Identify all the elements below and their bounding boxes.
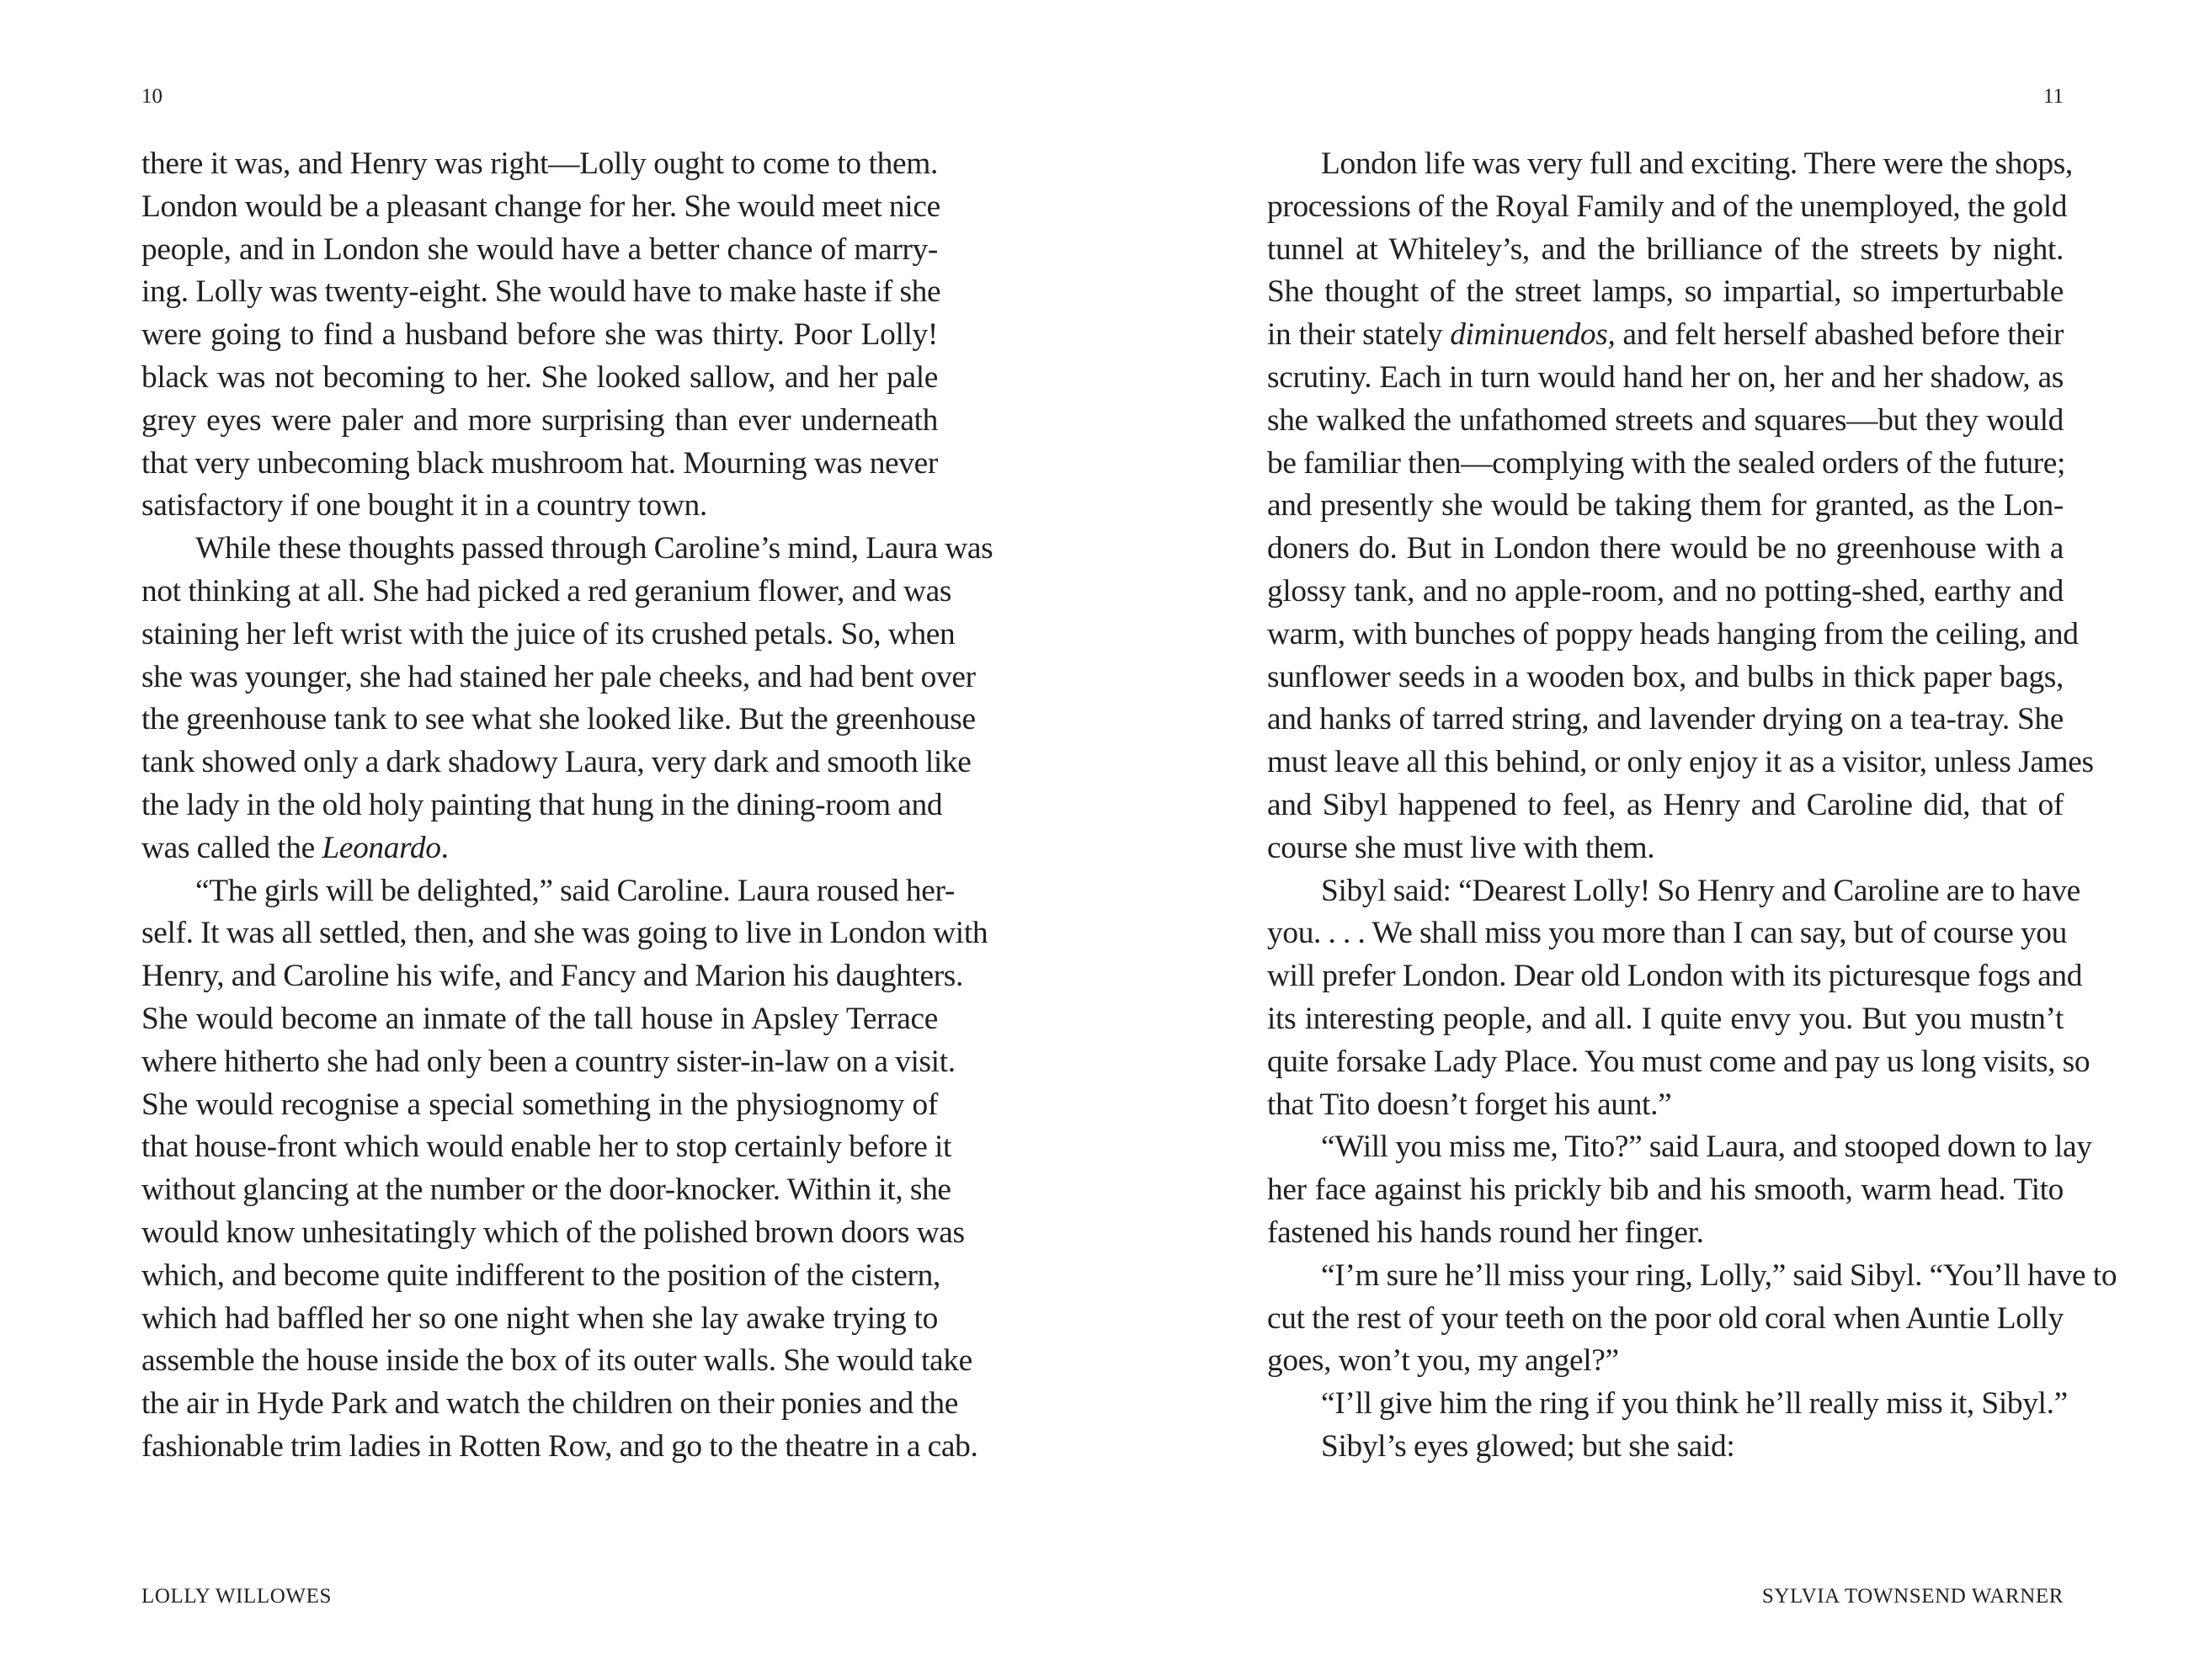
running-head-book-title: LOLLY WILLOWES bbox=[141, 1585, 332, 1608]
paragraph bbox=[1267, 1126, 2092, 1254]
paragraph bbox=[1267, 1426, 2064, 1469]
text-line: Henry, and Caroline his wife, and Fancy and Marion his daughters. bbox=[141, 959, 964, 994]
text-line: that very unbecoming black mushroom hat. Mourning was never bbox=[141, 445, 938, 481]
text-line: processions of the Royal Family and of the unemployed, the gold bbox=[1267, 189, 2068, 224]
text-line: and presently she would be taking them for granted, as the Lon- bbox=[1267, 488, 2064, 524]
text-line: which had baffled her so one night when she lay awake trying to bbox=[141, 1300, 938, 1336]
text-line: “Will you miss me, Tito?” said Laura, and stooped down to lay bbox=[1321, 1130, 2092, 1165]
text-line: “I’ll give him the ring if you think he’ll really miss it, Sibyl.” bbox=[1321, 1386, 2068, 1422]
text-line: without glancing at the number or the door-knocker. Within it, she bbox=[141, 1172, 951, 1208]
text-line: satisfactory if one bought it in a country town. bbox=[141, 488, 707, 524]
text-line: course she must live with them. bbox=[1267, 830, 1655, 865]
text-line: sunflower seeds in a wooden box, and bulbs in thick paper bags, bbox=[1267, 659, 2064, 694]
text-line: doners do. But in London there would be no greenhouse with a bbox=[1267, 531, 2064, 566]
text-line: London life was very full and exciting. There were the shops, bbox=[1321, 146, 2073, 181]
right-page bbox=[1267, 0, 2117, 1680]
text-line: scrutiny. Each in turn would hand her on, her and her shadow, as bbox=[1267, 359, 2064, 395]
text-line: She would recognise a special something in the physiognomy of bbox=[141, 1087, 938, 1122]
page-number: 10 bbox=[141, 85, 162, 108]
text-line: will prefer London. Dear old London with its picturesque fogs and bbox=[1267, 959, 2083, 994]
text-line: the greenhouse tank to see what she looked like. But the greenhouse bbox=[141, 702, 976, 737]
paragraph bbox=[141, 528, 993, 869]
text-line: assemble the house inside the box of its outer walls. She would take bbox=[141, 1343, 972, 1379]
text-line: “The girls will be delighted,” said Caroline. Laura roused her- bbox=[195, 873, 955, 908]
text-line: self. It was all settled, then, and she was going to live in London with bbox=[141, 916, 988, 951]
text-line: black was not becoming to her. She looked sallow, and her pale bbox=[141, 359, 938, 395]
text-line: fashionable trim ladies in Rotten Row, and go to the theatre in a cab. bbox=[141, 1428, 978, 1464]
body-text bbox=[1267, 143, 2117, 1469]
text-line: you. . . . We shall miss you more than I can say, but of course you bbox=[1267, 916, 2067, 951]
body-text bbox=[141, 143, 993, 1469]
text-line: cut the rest of your teeth on the poor old coral when Auntie Lolly bbox=[1267, 1300, 2064, 1336]
text-line: not thinking at all. She had picked a red geranium flower, and was bbox=[141, 573, 952, 609]
text-line: and Sibyl happened to feel, as Henry and Caroline did, that of bbox=[1267, 787, 2064, 822]
text-line: fastened his hands round her finger. bbox=[1267, 1215, 1704, 1250]
text-line: its interesting people, and all. I quite envy you. But you mustn’t bbox=[1267, 1001, 2064, 1036]
text-line: would know unhesitatingly which of the polished brown doors was bbox=[141, 1215, 965, 1250]
text-line: She thought of the street lamps, so impartial, so imperturbable bbox=[1267, 274, 2064, 310]
text-line: were going to find a husband before she was thirty. Poor Lolly! bbox=[141, 317, 938, 353]
left-page bbox=[141, 0, 993, 1680]
text-line: in their stately diminuendos, and felt herself abashed before their bbox=[1267, 317, 2064, 353]
text-line: which, and become quite indifferent to the position of the cistern, bbox=[141, 1257, 940, 1293]
text-line: goes, won’t you, my angel?” bbox=[1267, 1343, 1619, 1379]
text-line: “I’m sure he’ll miss your ring, Lolly,” said Sibyl. “You’ll have to bbox=[1321, 1257, 2117, 1293]
text-line: and hanks of tarred string, and lavender drying on a tea-tray. She bbox=[1267, 702, 2064, 737]
text-line: staining her left wrist with the juice of its crushed petals. So, when bbox=[141, 616, 956, 651]
text-line: tunnel at Whiteley’s, and the brilliance of the streets by night. bbox=[1267, 231, 2064, 267]
text-line: the lady in the old holy painting that hung in the dining-room and bbox=[141, 787, 943, 822]
text-line: that Tito doesn’t forget his aunt.” bbox=[1267, 1087, 1672, 1122]
text-line: she walked the unfathomed streets and squares—but they would bbox=[1267, 402, 2064, 438]
paragraph bbox=[1267, 870, 2090, 1127]
text-line: glossy tank, and no apple-room, and no potting-shed, earthy and bbox=[1267, 573, 2064, 609]
text-line: be familiar then—complying with the sealed orders of the future; bbox=[1267, 445, 2066, 481]
text-line: must leave all this behind, or only enjoy it as a visitor, unless James bbox=[1267, 745, 2094, 780]
text-line: tank showed only a dark shadowy Laura, very dark and smooth like bbox=[141, 745, 972, 780]
text-line: Sibyl’s eyes glowed; but she said: bbox=[1321, 1428, 1735, 1464]
text-line: where hitherto she had only been a country sister-in-law on a visit. bbox=[141, 1044, 956, 1079]
paragraph bbox=[141, 143, 941, 528]
paragraph bbox=[1267, 1255, 2117, 1383]
text-line: people, and in London she would have a better chance of marry- bbox=[141, 231, 938, 267]
text-line: London would be a pleasant change for her. She would meet nice bbox=[141, 189, 940, 224]
text-line: quite forsake Lady Place. You must come and pay us long visits, so bbox=[1267, 1044, 2090, 1079]
text-line: she was younger, she had stained her pale cheeks, and had bent over bbox=[141, 659, 976, 694]
text-line: that house-front which would enable her to stop certainly before it bbox=[141, 1130, 952, 1165]
text-line: She would become an inmate of the tall house in Apsley Terrace bbox=[141, 1001, 938, 1036]
text-line: Sibyl said: “Dearest Lolly! So Henry and Caroline are to have bbox=[1321, 873, 2080, 908]
text-line: her face against his prickly bib and his smooth, warm head. Tito bbox=[1267, 1172, 2064, 1208]
text-line: warm, with bunches of poppy heads hanging from the ceiling, and bbox=[1267, 616, 2079, 651]
paragraph bbox=[1267, 143, 2094, 870]
text-line: was called the Leonardo. bbox=[141, 830, 449, 865]
text-line: there it was, and Henry was right—Lolly ought to come to them. bbox=[141, 146, 938, 181]
text-line: grey eyes were paler and more surprising than ever underneath bbox=[141, 402, 938, 438]
page-number: 11 bbox=[2043, 85, 2064, 108]
text-line: the air in Hyde Park and watch the children on their ponies and the bbox=[141, 1386, 958, 1422]
paragraph bbox=[1267, 1383, 2068, 1426]
running-head-author: SYLVIA TOWNSEND WARNER bbox=[1761, 1585, 2064, 1608]
text-line: ing. Lolly was twenty-eight. She would have to make haste if she bbox=[141, 274, 941, 310]
paragraph bbox=[141, 870, 988, 1469]
text-line: While these thoughts passed through Caroline’s mind, Laura was bbox=[195, 531, 993, 566]
